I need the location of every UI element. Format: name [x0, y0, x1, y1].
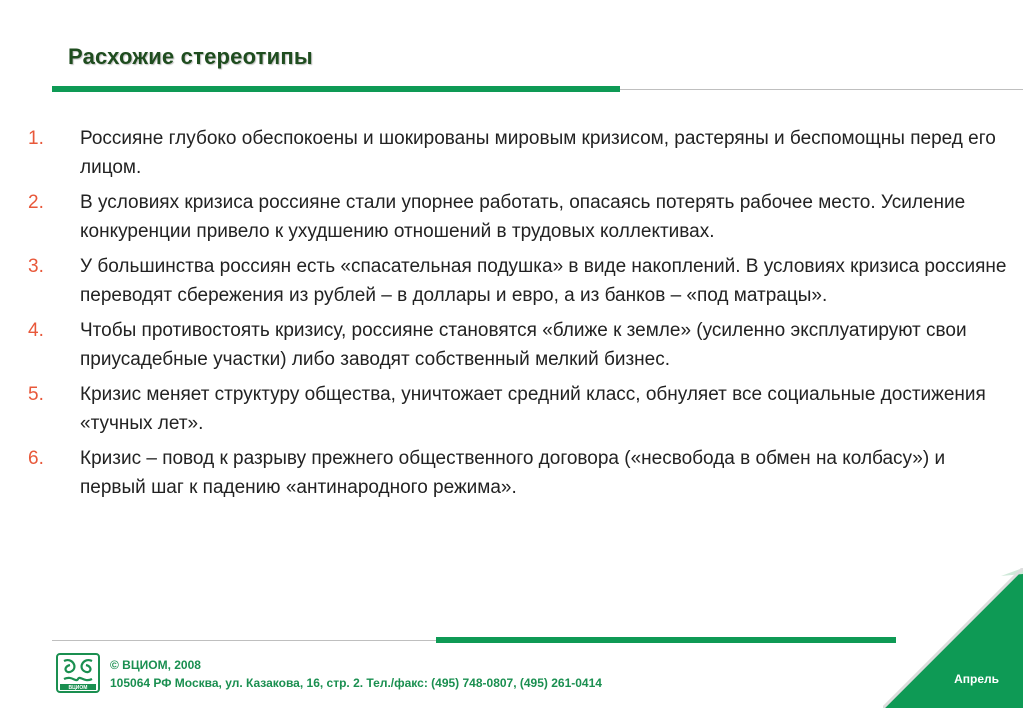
svg-text:ВЦИОМ: ВЦИОМ — [68, 685, 88, 691]
title-underline — [52, 86, 620, 92]
list-item-number: 1. — [28, 128, 44, 149]
list-item — [28, 316, 1008, 374]
footer-rule — [436, 637, 896, 643]
list-item-text: У большинства россиян есть «спасательная подушка» в виде накоплений. В условиях кризиса россияне переводят сбережения из рублей – в доллары и евро, а из банков – «под матрацы». — [80, 256, 1007, 306]
vciom-logo — [56, 653, 100, 693]
list-item — [28, 124, 1008, 182]
footer-info — [110, 656, 602, 692]
footer-address: 105064 РФ Москва, ул. Казакова, 16, стр. 2. Тел./факс: (495) 748-0807, (495) 261-0414 — [110, 676, 602, 690]
list-item-number: 5. — [28, 384, 44, 405]
list-item-text: В условиях кризиса россияне стали упорнее работать, опасаясь потерять рабочее место. Усиление конкуренции привело к ухудшению отношений в трудовых коллективах. — [80, 192, 966, 242]
stereotypes-list — [28, 124, 1008, 508]
footer-copyright: © ВЦИОМ, 2008 — [110, 658, 201, 672]
list-item — [28, 380, 1008, 438]
corner-decoration — [883, 568, 1023, 708]
list-item-number: 6. — [28, 448, 44, 469]
list-item-text: Кризис – повод к разрыву прежнего общественного договора («несвобода в обмен на колбасу») и первый шаг к падению «антинародного режима». — [80, 448, 946, 498]
list-item-text: Чтобы противостоять кризису, россияне становятся «ближе к земле» (усиленно эксплуатируют свои приусадебные участки) либо заводят собственный мелкий бизнес. — [80, 320, 967, 370]
list-item-number: 4. — [28, 320, 44, 341]
list-item-number: 3. — [28, 256, 44, 277]
list-item-text: Россияне глубоко обеспокоены и шокированы мировым кризисом, растеряны и беспомощны перед его лицом. — [80, 128, 996, 178]
slide-title: Расхожие стереотипы — [68, 44, 313, 69]
title-underline-thin — [620, 89, 1023, 90]
list-item — [28, 188, 1008, 246]
list-item — [28, 444, 1008, 502]
list-item-text: Кризис меняет структуру общества, уничтожает средний класс, обнуляет все социальные достижения «тучных лет». — [80, 384, 986, 434]
footer-month: Апрель — [954, 672, 999, 686]
list-item-number: 2. — [28, 192, 44, 213]
footer-rule-thin — [52, 640, 436, 641]
list-item — [28, 252, 1008, 310]
